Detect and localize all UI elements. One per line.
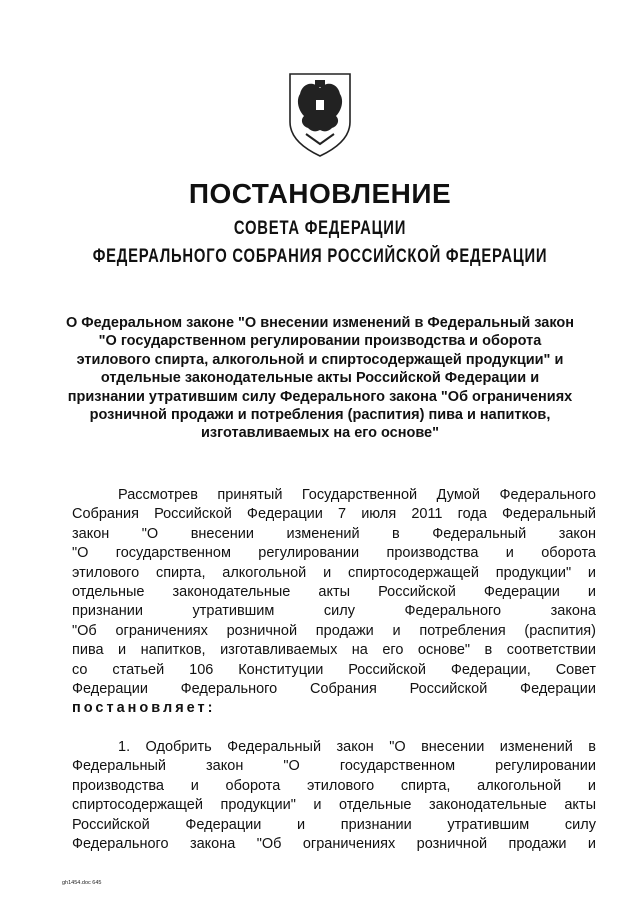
document-subtitle-council: СОВЕТА ФЕДЕРАЦИИ [233, 218, 407, 239]
body-line: Рассмотрев принятый Государственной Думой Федерального [118, 487, 596, 503]
body-line: этилового спирта, алкогольной и спиртосодержащей продукции" и [72, 564, 596, 581]
body-line: Федерации Федерального Собрания Российской Федерации [72, 681, 596, 698]
body-line: Федерального закона "Об ограничениях розничной продажи и [72, 836, 596, 853]
body-line: 1. Одобрить Федеральный закон "О внесении изменений в [118, 739, 596, 755]
body-line: пива и напитков, изготавливаемых на его основе" в соответствии [72, 642, 596, 659]
resolution-paragraph-1 [72, 738, 596, 854]
body-line: спиртосодержащей продукции" и отдельные законодательные акты [72, 797, 596, 814]
subject-line: изготавливаемых на его основе" [201, 425, 439, 442]
document-subtitle-assembly: ФЕДЕРАЛЬНОГО СОБРАНИЯ РОССИЙСКОЙ ФЕДЕРАЦИИ [92, 246, 548, 267]
body-line: признании утратившим силу Федерального закона [72, 603, 596, 620]
body-line: производства и оборота этилового спирта, алкогольной и [72, 777, 596, 794]
subject-line: О Федеральном законе "О внесении изменений в Федеральный закон [65, 315, 575, 331]
body-line: со статьей 106 Конституции Российской Федерации, Совет [72, 661, 596, 678]
body-line: Федеральный закон "О государственном регулировании [72, 758, 596, 775]
body-line: отдельные законодательные акты Российской Федерации и [72, 584, 596, 601]
subject-line: этилового спирта, алкогольной и спиртосодержащей продукции" и [76, 351, 564, 368]
subject-line: отдельные законодательные акты Российской Федерации и [100, 370, 540, 387]
decree-verb: постановляет: [72, 700, 216, 717]
coat-of-arms-emblem [282, 70, 358, 158]
decree-subject [34, 314, 606, 443]
subject-line: розничной продажи и потребления (распития) пива и напитков, [89, 407, 551, 424]
body-line: Собрания Российской Федерации 7 июля 2011 года Федеральный [72, 506, 596, 523]
subject-line: признании утратившим силу Федерального закона "Об ограничениях [67, 388, 573, 405]
preamble-paragraph [72, 486, 596, 719]
body-line: Российской Федерации и признании утратившим силу [72, 816, 596, 833]
body-line: закон "О внесении изменений в Федеральный закон [72, 525, 596, 542]
document-title: ПОСТАНОВЛЕНИЕ [188, 178, 452, 209]
body-line: "О государственном регулировании производства и оборота [72, 545, 596, 562]
document-footer-code: gh1454.doc 645 [62, 880, 102, 886]
subject-line: "О государственном регулировании производства и оборота [98, 333, 542, 350]
body-line: "Об ограничениях розничной продажи и потребления (распития) [72, 622, 596, 639]
